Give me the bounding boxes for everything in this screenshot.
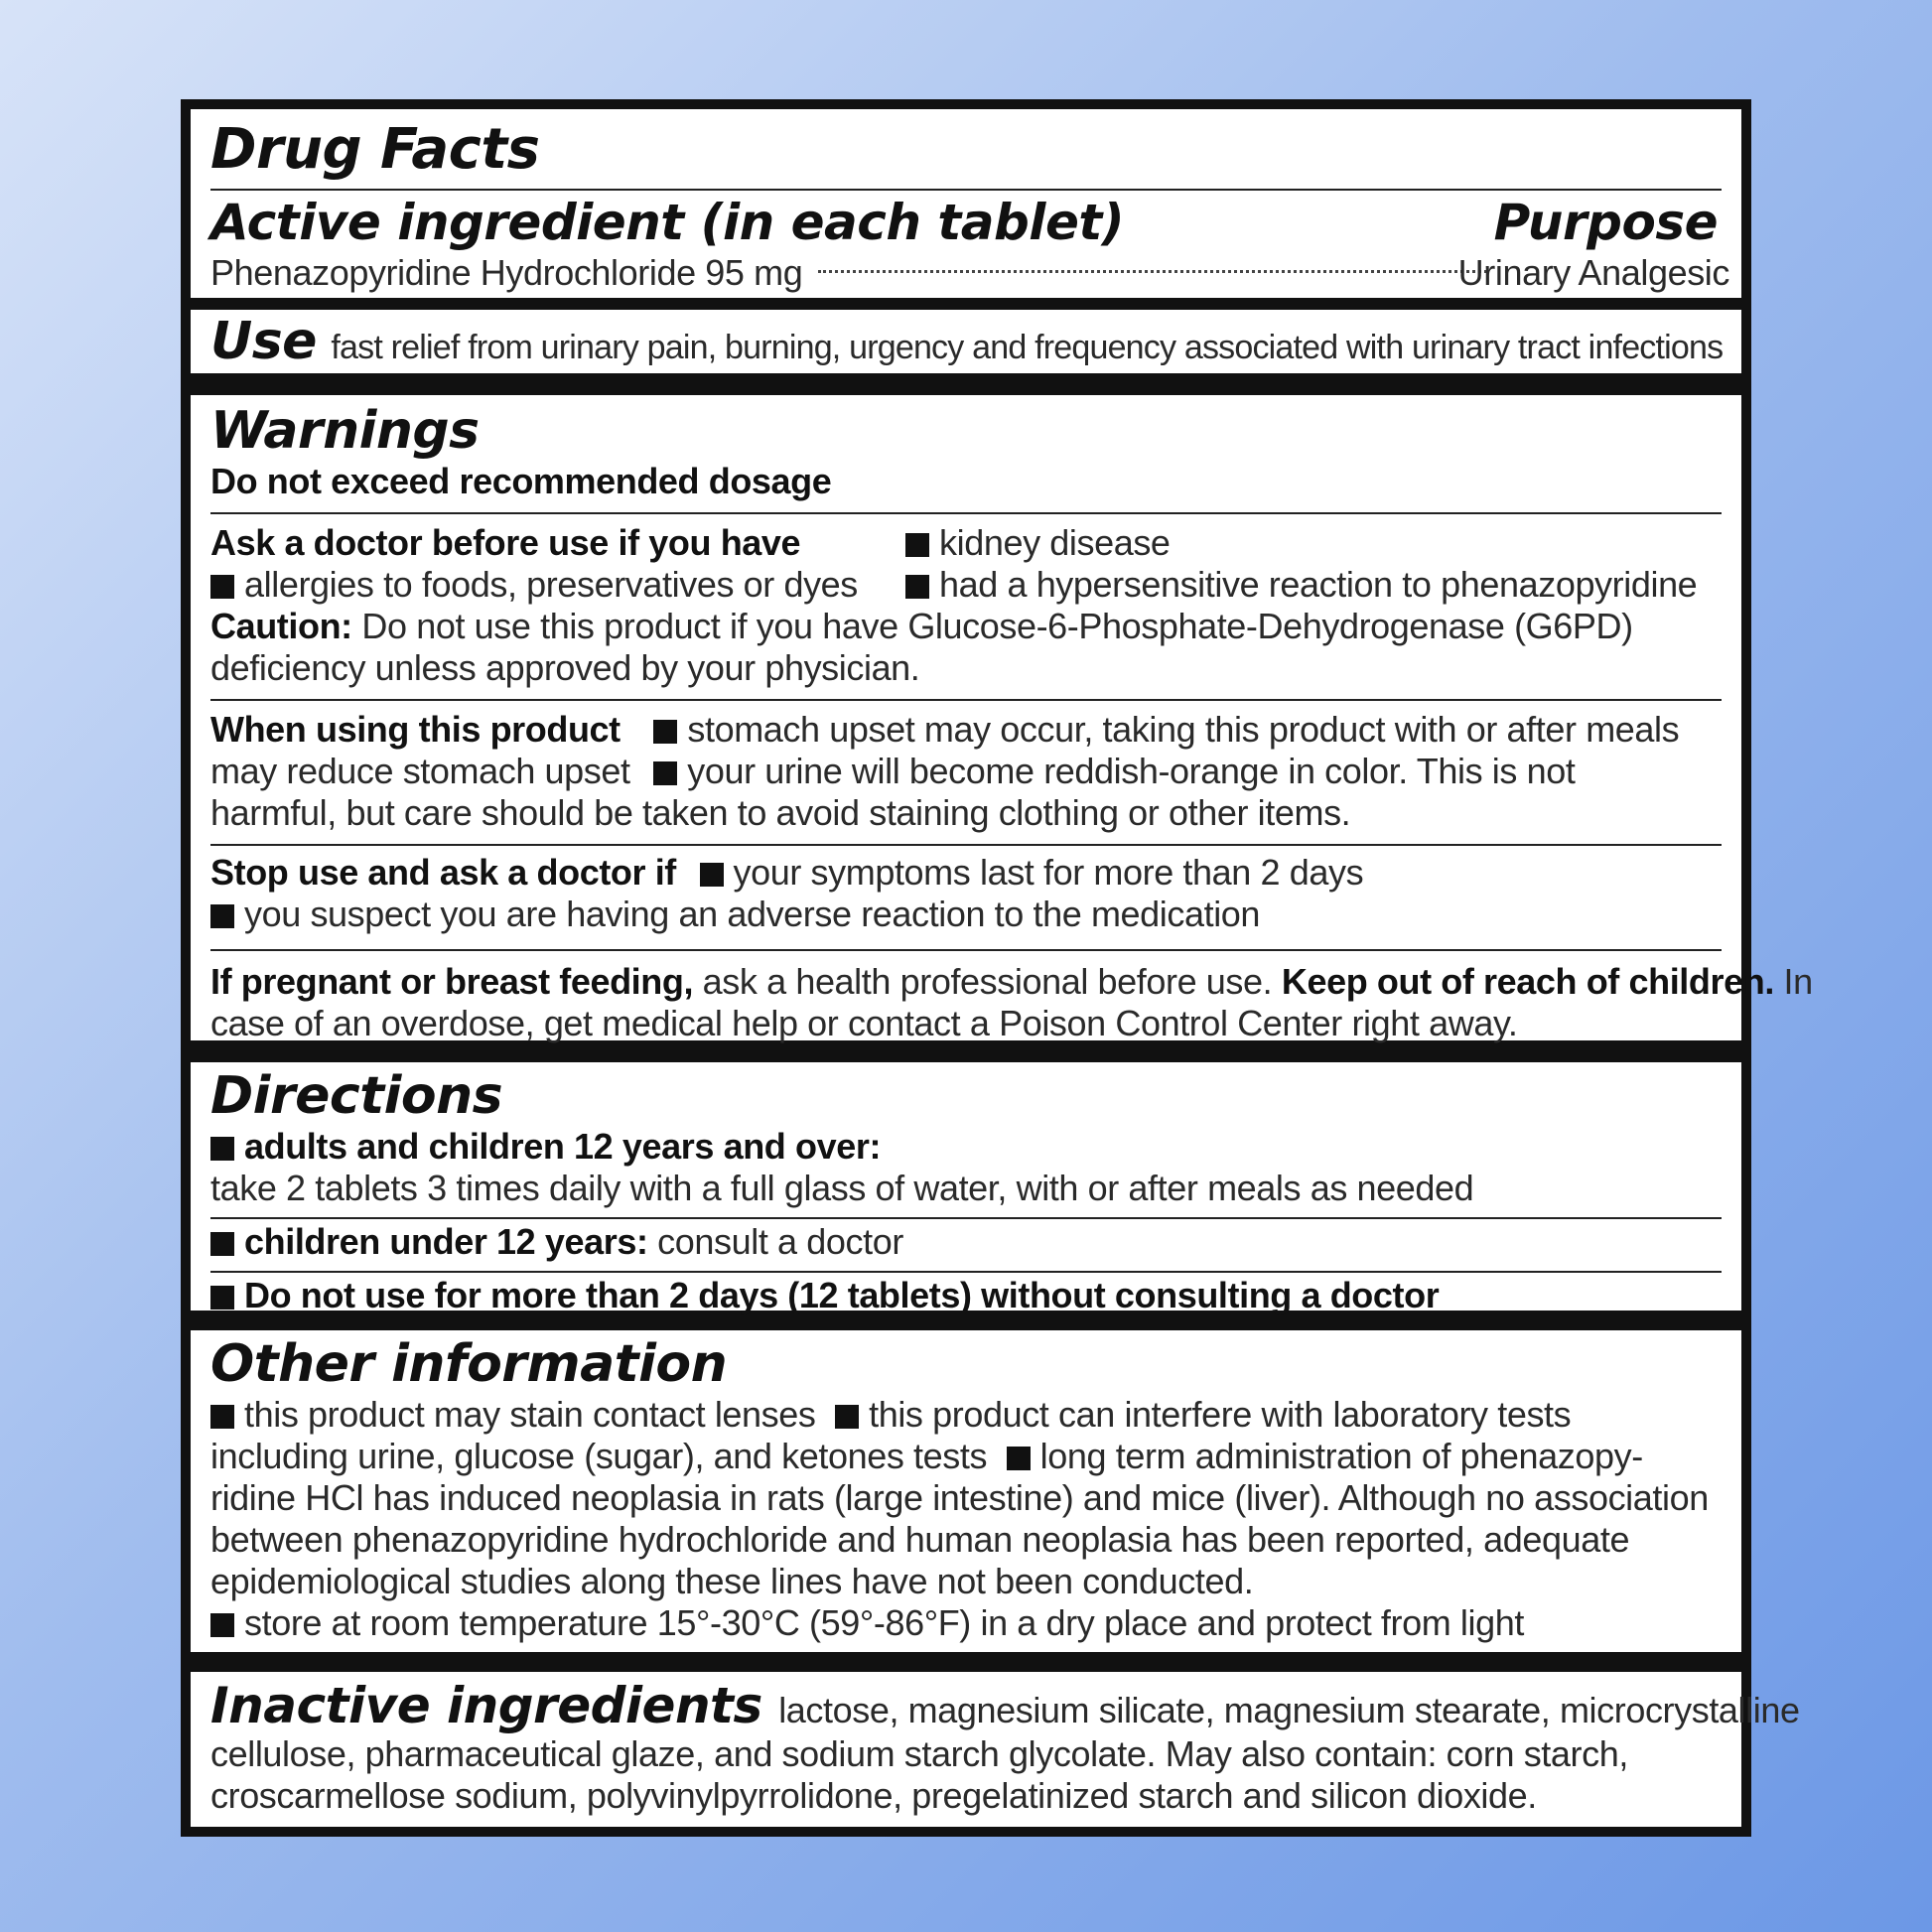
bullet-icon [210, 1286, 234, 1310]
bullet-icon [700, 863, 724, 887]
when-using-item-1-cont: may reduce stomach upset [210, 751, 630, 791]
other-item-2-cont: including urine, glucose (sugar), and ketones tests [210, 1436, 988, 1476]
inactive-ingredients-text-cont: croscarmellose sodium, polyvinylpyrrolidone, pregelatinized starch and silicon dioxide. [210, 1775, 1537, 1816]
drug-facts-label [181, 99, 1813, 1837]
bullet-icon [905, 533, 929, 557]
warnings-panel [191, 395, 1813, 1043]
bullet-icon [210, 1405, 234, 1429]
pregnant-label: If pregnant or breast feeding, [210, 961, 694, 1002]
other-item-3-cont: between phenazopyridine hydrochloride and human neoplasia has been reported, adequate [210, 1519, 1630, 1560]
page-title: Drug Facts [210, 117, 540, 182]
use-panel [191, 310, 1741, 373]
stop-use-item-1: your symptoms last for more than 2 days [733, 852, 1364, 893]
caution-text-cont: deficiency unless approved by your physician. [210, 647, 920, 688]
allergies-item: allergies to foods, preservatives or dyes [244, 564, 858, 605]
bullet-icon [835, 1405, 859, 1429]
stop-use-label: Stop use and ask a doctor if [210, 852, 676, 893]
overdose-text-cont: case of an overdose, get medical help or contact a Poison Control Center right away. [210, 1003, 1518, 1043]
other-item-1: this product may stain contact lenses [244, 1394, 816, 1435]
usage-limit: Do not use for more than 2 days (12 tablets) without consulting a doctor [244, 1275, 1440, 1315]
dosage-warning: Do not exceed recommended dosage [210, 461, 832, 501]
when-using-label: When using this product [210, 709, 621, 750]
caution-label: Caution: [210, 606, 352, 646]
bullet-icon [210, 575, 234, 599]
other-information-heading: Other information [210, 1334, 728, 1394]
other-item-3-cont: epidemiological studies along these lines have not been conducted. [210, 1561, 1254, 1601]
other-item-2: this product can interfere with laboratory tests [869, 1394, 1572, 1435]
active-ingredient-name: Phenazopyridine Hydrochloride 95 mg [210, 252, 803, 293]
adults-label: adults and children 12 years and over: [244, 1126, 882, 1167]
pregnant-text: ask a health professional before use. [702, 961, 1273, 1002]
purpose-value: Urinary Analgesic [1457, 252, 1729, 293]
stop-use-item-2: you suspect you are having an adverse reaction to the medication [244, 894, 1261, 934]
directions-heading: Directions [210, 1066, 503, 1126]
use-text: fast relief from urinary pain, burning, urgency and frequency associated with urinary tract infections [331, 329, 1724, 366]
directions-panel [191, 1062, 1741, 1315]
bullet-icon [210, 1232, 234, 1256]
other-information-panel [191, 1330, 1741, 1652]
bullet-icon [1007, 1447, 1031, 1470]
kidney-disease: kidney disease [939, 522, 1171, 563]
children-label: children under 12 years: [244, 1221, 648, 1262]
bullet-icon [210, 1137, 234, 1161]
active-ingredient-panel [191, 109, 1741, 298]
overdose-text: In [1783, 961, 1813, 1002]
bullet-icon [905, 575, 929, 599]
bullet-icon [653, 720, 677, 744]
inactive-ingredients-heading: Inactive ingredients [210, 1677, 762, 1734]
leader-dots [818, 270, 1487, 273]
storage-item: store at room temperature 15°-30°C (59°-86°F) in a dry place and protect from light [244, 1602, 1524, 1643]
adults-text: take 2 tablets 3 times daily with a full glass of water, with or after meals as needed [210, 1168, 1474, 1208]
inactive-ingredients-text-cont: cellulose, pharmaceutical glaze, and sodium starch glycolate. May also contain: corn starch, [210, 1733, 1628, 1774]
inactive-ingredients-panel [191, 1672, 1800, 1827]
hypersensitive-item: had a hypersensitive reaction to phenazopyridine [939, 564, 1698, 605]
when-using-item-1: stomach upset may occur, taking this product with or after meals [687, 709, 1680, 750]
active-ingredient-heading: Active ingredient (in each tablet) [210, 194, 1125, 251]
inactive-ingredients-text: lactose, magnesium silicate, magnesium stearate, microcrystalline [778, 1690, 1800, 1730]
bullet-icon [210, 904, 234, 928]
use-heading: Use [210, 312, 317, 371]
when-using-item-2: your urine will become reddish-orange in color. This is not [687, 751, 1576, 791]
caution-text: Do not use this product if you have Glucose-6-Phosphate-Dehydrogenase (G6PD) [361, 606, 1633, 646]
other-item-3-cont: ridine HCl has induced neoplasia in rats (large intestine) and mice (liver). Although no association [210, 1477, 1709, 1518]
other-item-3: long term administration of phenazopy- [1039, 1436, 1643, 1476]
children-text: consult a doctor [657, 1221, 903, 1262]
keep-out-label: Keep out of reach of children. [1281, 961, 1774, 1002]
when-using-item-2-cont: harmful, but care should be taken to avoid staining clothing or other items. [210, 792, 1351, 833]
bullet-icon [653, 761, 677, 785]
warnings-heading: Warnings [210, 401, 480, 461]
bullet-icon [210, 1613, 234, 1637]
ask-doctor-label: Ask a doctor before use if you have [210, 522, 801, 563]
purpose-heading: Purpose [1493, 194, 1718, 251]
